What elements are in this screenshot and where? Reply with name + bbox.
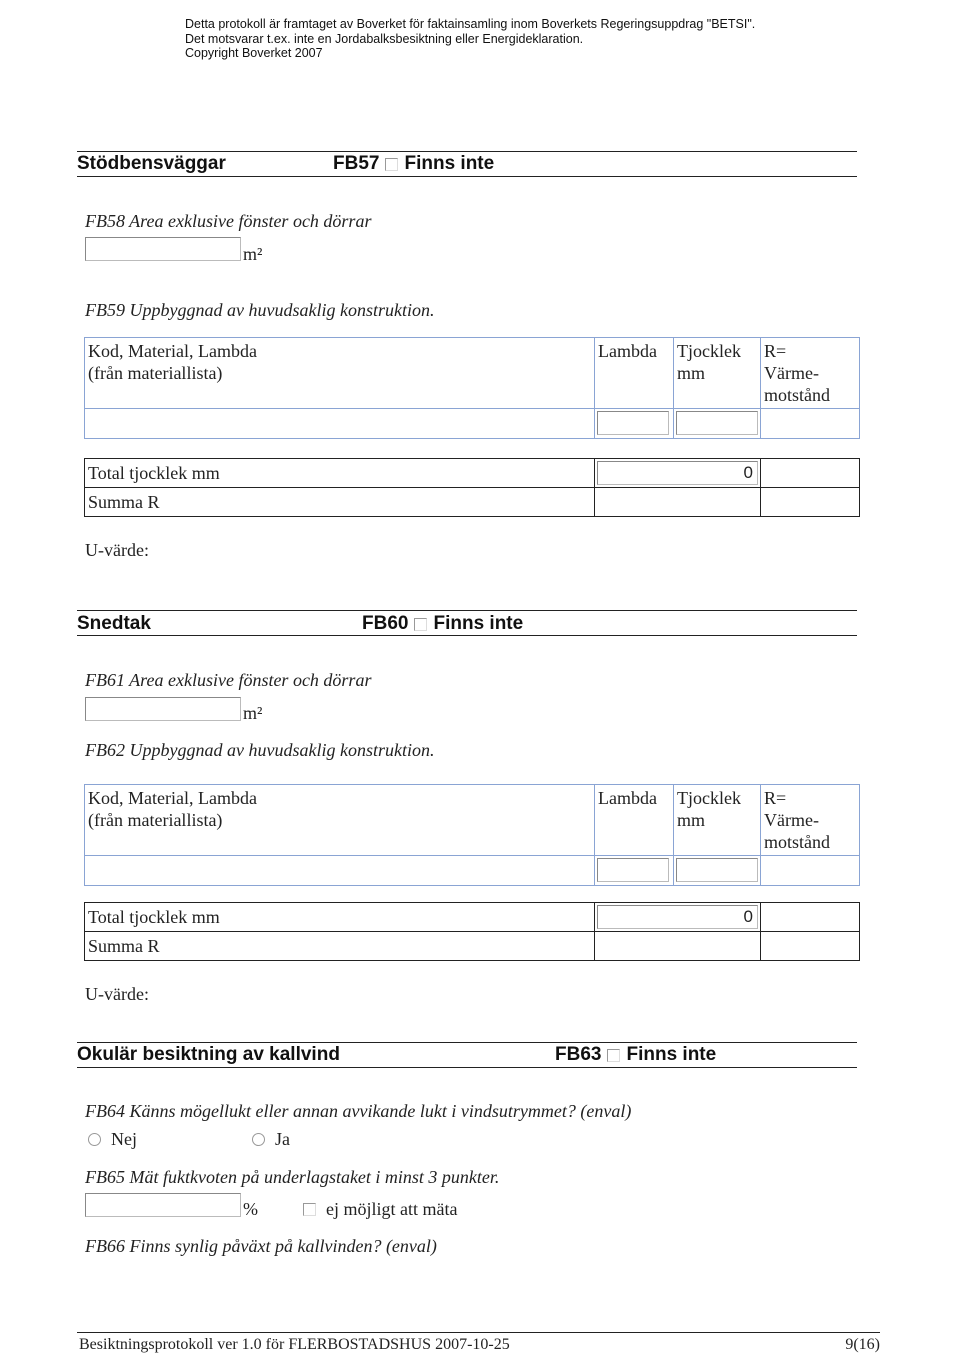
section-divider [77, 610, 857, 611]
totals-table [84, 458, 860, 517]
question-fb66: FB66 Finns synlig påväxt på kallvinden? (enval) [85, 1236, 437, 1256]
section-divider [77, 151, 857, 152]
sum-r-empty [761, 488, 860, 517]
totals-table [84, 902, 860, 961]
section-code [333, 153, 494, 175]
header-line-3: Copyright Boverket 2007 [185, 46, 323, 60]
area-question: FB61 Area exklusive fönster och dörrar [85, 670, 372, 690]
thickness-input[interactable] [676, 858, 758, 882]
not-measurable-label: ej möjligt att mäta [326, 1199, 458, 1219]
construction-question: FB59 Uppbyggnad av huvudsaklig konstruktion. [85, 300, 435, 320]
sum-r-cell [595, 488, 761, 517]
area-unit: m² [243, 244, 263, 264]
material-table [84, 337, 860, 439]
col-thickness-line2: mm [677, 363, 706, 383]
col-r-header [761, 785, 860, 856]
sum-r-label: Summa R [85, 932, 595, 961]
moisture-unit: % [243, 1199, 258, 1219]
r-cell [761, 409, 860, 439]
section-code [362, 613, 523, 635]
radio-option-ja[interactable] [252, 1129, 290, 1150]
not-measurable-checkbox[interactable] [303, 1203, 316, 1216]
area-question: FB58 Area exklusive fönster och dörrar [85, 211, 372, 231]
lambda-input[interactable] [597, 411, 669, 435]
total-empty-cell [761, 903, 860, 932]
section-title: Stödbensväggar [77, 153, 226, 174]
col-material-header [85, 338, 595, 409]
col-material-header [85, 785, 595, 856]
col-material-line1: Kod, Material, Lambda [88, 341, 257, 361]
construction-question: FB62 Uppbyggnad av huvudsaklig konstruktion. [85, 740, 435, 760]
col-material-line1: Kod, Material, Lambda [88, 788, 257, 808]
not-exist-checkbox[interactable] [385, 158, 398, 171]
sum-r-empty [761, 932, 860, 961]
sum-r-label: Summa R [85, 488, 595, 517]
code-label: FB57 [333, 153, 380, 174]
col-r-line2: Värme- [764, 363, 819, 383]
radio-nej[interactable] [88, 1133, 101, 1146]
header-line-2: Det motsvarar t.ex. inte en Jordabalksbesiktning eller Energideklaration. [185, 32, 584, 46]
u-value-label: U-värde: [85, 540, 149, 560]
col-thickness-line1: Tjocklek [677, 788, 741, 808]
total-empty-cell [761, 459, 860, 488]
material-cell[interactable] [85, 856, 595, 886]
total-thickness-value[interactable]: 0 [597, 905, 758, 929]
col-r-line3: motstånd [764, 832, 830, 852]
col-r-line3: motstånd [764, 385, 830, 405]
section-divider [77, 635, 857, 636]
material-table [84, 784, 860, 886]
radio-option-nej[interactable] [88, 1129, 137, 1150]
section-divider [77, 1067, 857, 1068]
col-r-line2: Värme- [764, 810, 819, 830]
section-title: Snedtak [77, 613, 151, 634]
area-input[interactable] [85, 237, 241, 261]
radio-nej-label: Nej [111, 1129, 137, 1149]
lambda-input[interactable] [597, 858, 669, 882]
not-exist-checkbox[interactable] [607, 1049, 620, 1062]
thickness-cell [674, 409, 761, 439]
col-material-line2: (från materiallista) [88, 363, 223, 383]
not-exist-label: Finns inte [626, 1044, 717, 1065]
area-unit: m² [243, 703, 263, 723]
moisture-input[interactable] [85, 1193, 241, 1217]
footer-divider [77, 1332, 880, 1333]
radio-ja-label: Ja [275, 1129, 290, 1149]
section-code [555, 1044, 716, 1066]
sum-r-cell [595, 932, 761, 961]
col-thickness-header [674, 338, 761, 409]
total-thickness-value[interactable]: 0 [597, 461, 758, 485]
col-thickness-header [674, 785, 761, 856]
col-lambda-header: Lambda [595, 785, 674, 856]
material-cell[interactable] [85, 409, 595, 439]
col-thickness-line2: mm [677, 810, 706, 830]
thickness-input[interactable] [676, 411, 758, 435]
col-material-line2: (från materiallista) [88, 810, 223, 830]
not-exist-checkbox[interactable] [414, 618, 427, 631]
not-measurable-option[interactable] [303, 1199, 457, 1220]
footer-left: Besiktningsprotokoll ver 1.0 för FLERBOSTADSHUS 2007-10-25 [79, 1336, 510, 1353]
lambda-cell [595, 409, 674, 439]
not-exist-label: Finns inte [433, 613, 524, 634]
col-r-line1: R= [764, 341, 787, 361]
col-r-line1: R= [764, 788, 787, 808]
r-cell [761, 856, 860, 886]
col-lambda-header: Lambda [595, 338, 674, 409]
section-title: Okulär besiktning av kallvind [77, 1044, 340, 1065]
total-thickness-cell [595, 459, 761, 488]
section-divider [77, 1042, 857, 1043]
u-value-label: U-värde: [85, 984, 149, 1004]
question-fb65: FB65 Mät fuktkvoten på underlagstaket i minst 3 punkter. [85, 1167, 500, 1187]
header-line-1: Detta protokoll är framtaget av Boverket för faktainsamling inom Boverkets Regeringsuppdrag "BETSI". [185, 17, 756, 31]
radio-ja[interactable] [252, 1133, 265, 1146]
not-exist-label: Finns inte [404, 153, 495, 174]
total-thickness-label: Total tjocklek mm [85, 903, 595, 932]
col-thickness-line1: Tjocklek [677, 341, 741, 361]
question-fb64: FB64 Känns mögellukt eller annan avvikande lukt i vindsutrymmet? (enval) [85, 1101, 632, 1121]
section-divider [77, 176, 857, 177]
thickness-cell [674, 856, 761, 886]
code-label: FB63 [555, 1044, 602, 1065]
lambda-cell [595, 856, 674, 886]
code-label: FB60 [362, 613, 409, 634]
col-r-header [761, 338, 860, 409]
total-thickness-label: Total tjocklek mm [85, 459, 595, 488]
total-thickness-cell [595, 903, 761, 932]
footer-page-number: 9(16) [845, 1336, 880, 1353]
area-input[interactable] [85, 697, 241, 721]
